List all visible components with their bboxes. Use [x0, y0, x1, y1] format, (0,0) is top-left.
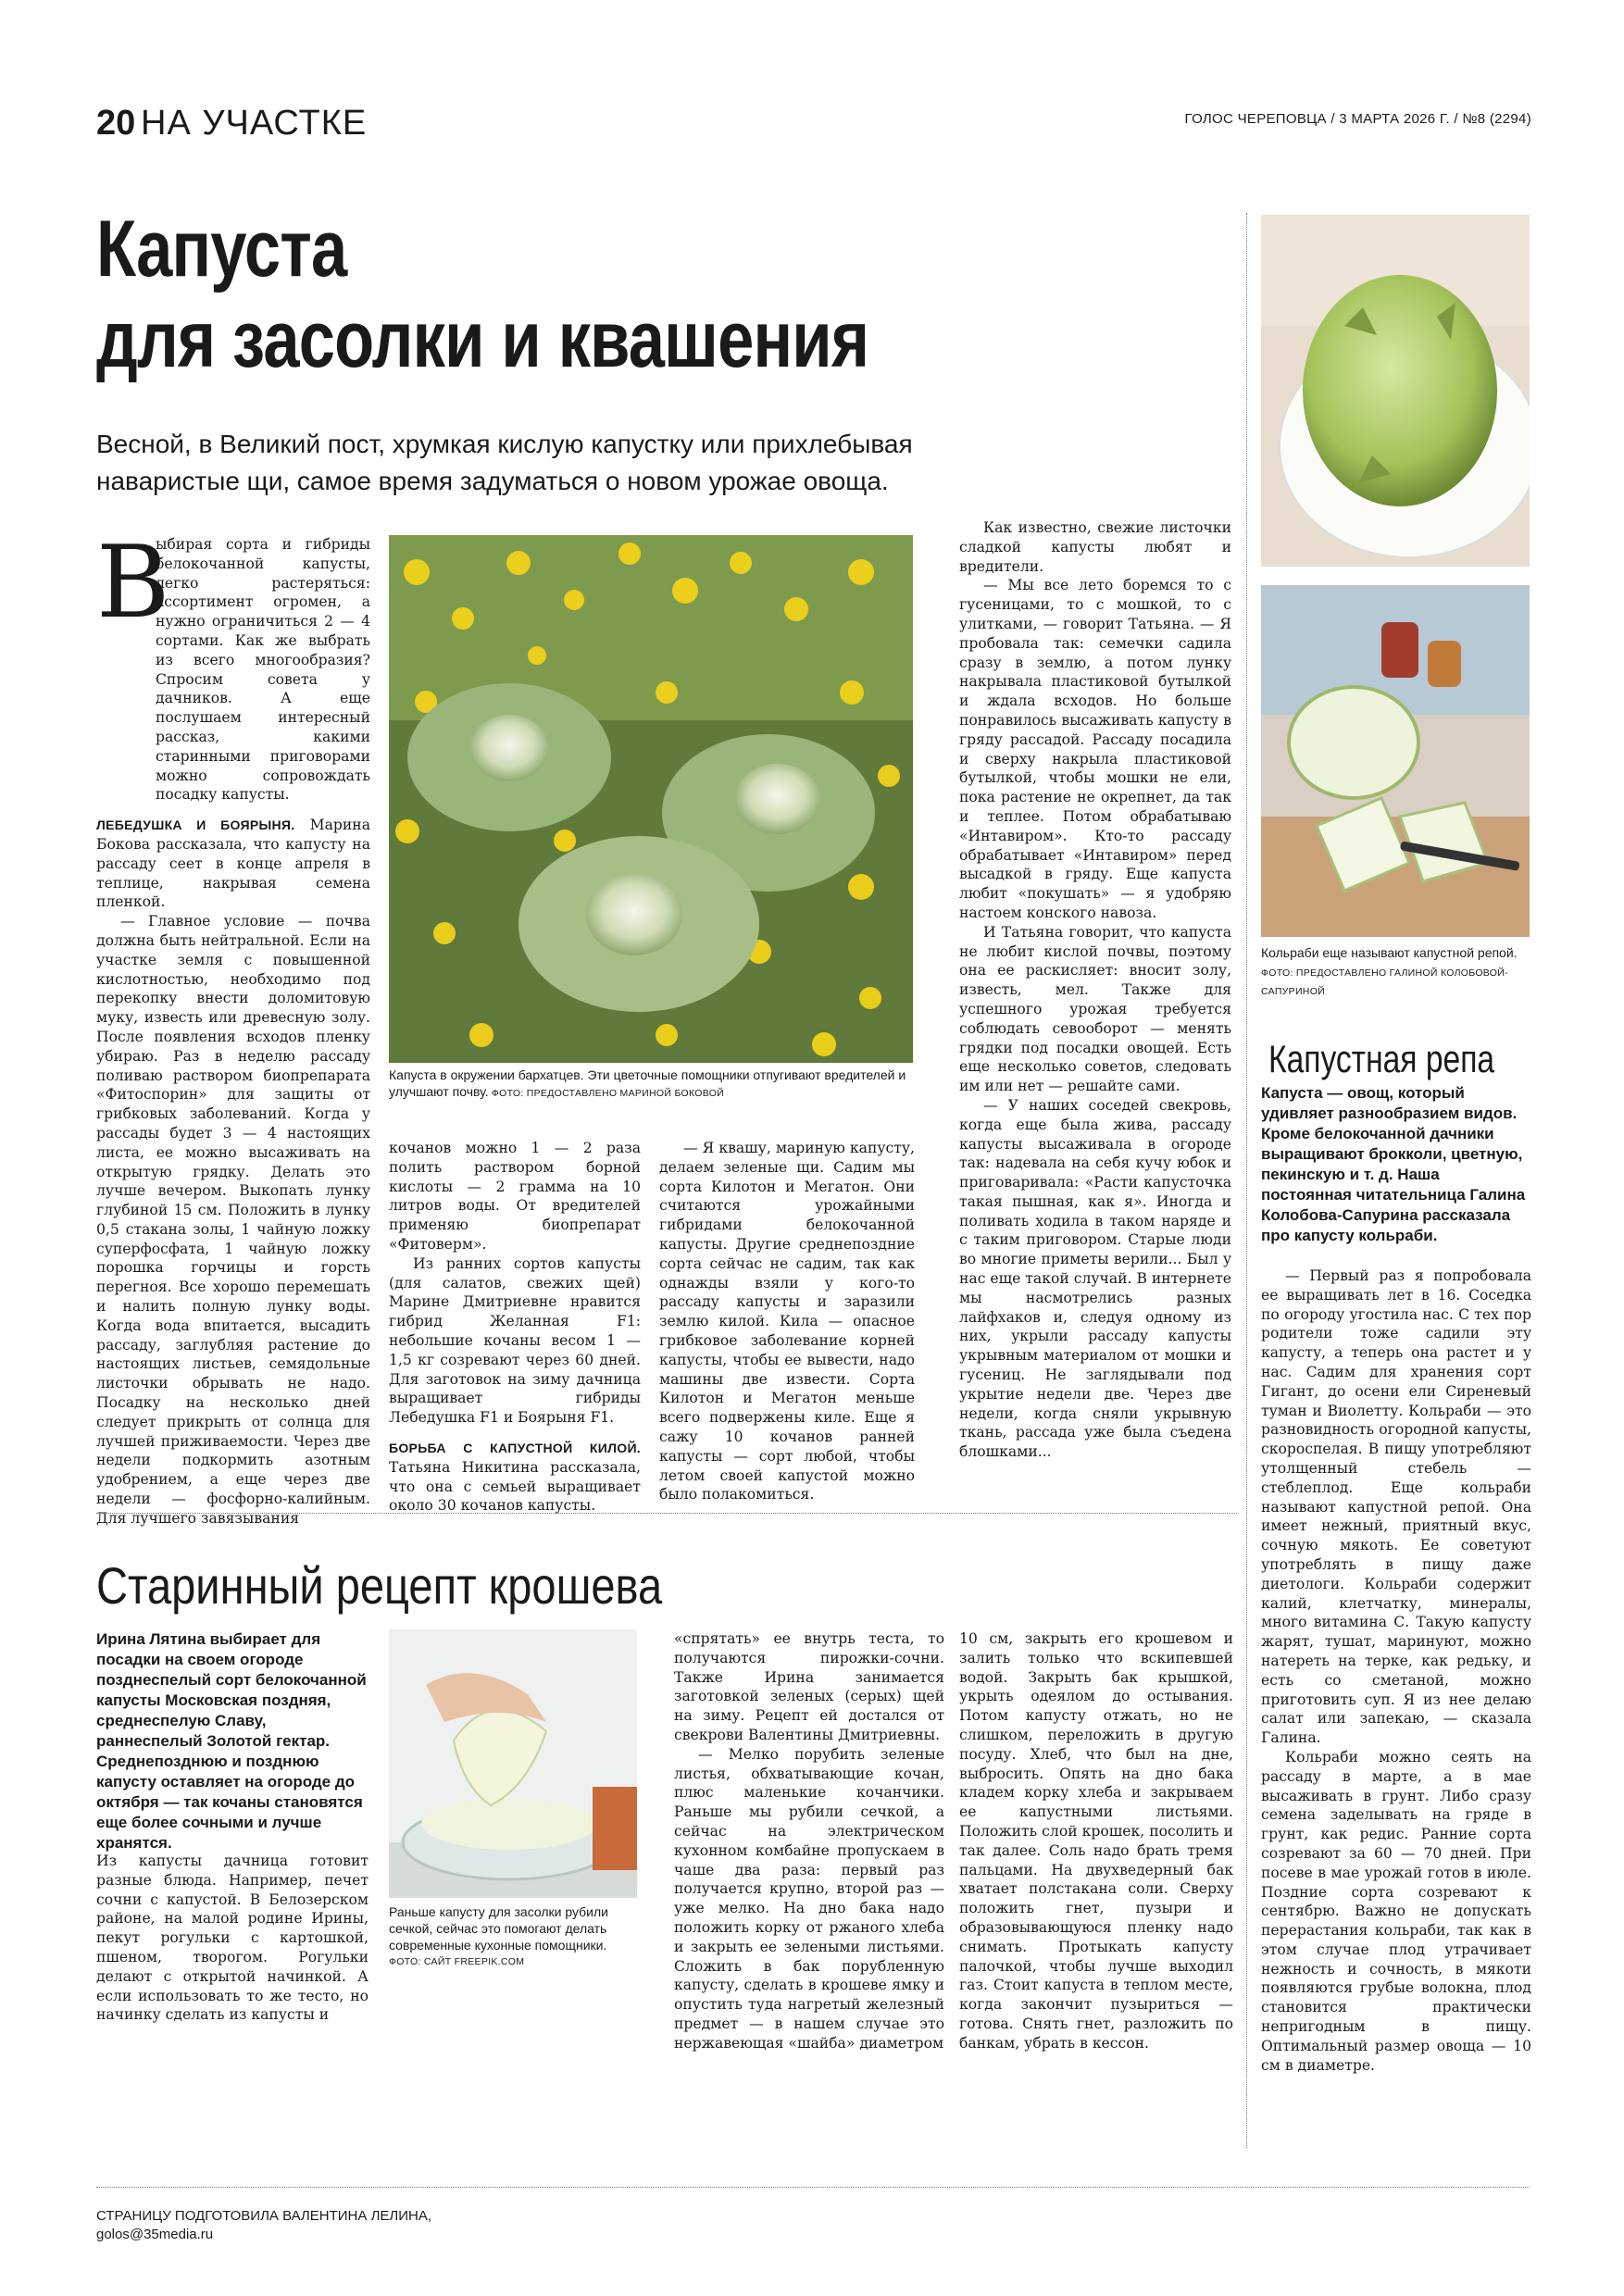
headline-line: для засолки и квашения: [96, 295, 869, 384]
paragraph: И Татьяна говорит, что капуста не любит кислой почвы, поэтому она ее раскисляет: вносит золу, известь, мел. Также для успешного урожая требуется соблюдать севооборот — менять грядки под посадки овощей. Есть еще несколько советов, следовать им или нет — решайте сами.: [959, 923, 1231, 1095]
paragraph: Кольраби можно сеять на рассаду в марте, а в мае высаживать в грунт. Либо сразу семена заделывать на гряде в грунт, как редис. Ранние сорта созревают за 60 — 70 дней. При посеве в мае урожай готов в июле. Поздние сорта созревают к сентябрю. Важно не допускать перерастания кольраби, так как в этом случае плод утрачивает нежность и сочность, в мякоти появляются грубые волокна, плод становится практически непригодным в пищу. Оптимальный размер овоща — 10 см в диаметре.: [1261, 1748, 1531, 2074]
paragraph: Как известно, свежие листочки сладкой капусты любят и вредители.: [959, 519, 1231, 575]
headline: [96, 204, 1007, 385]
photo-cabbage-marigolds: [389, 535, 913, 1063]
paragraph: 10 см, закрыть его крошевом и залить только что вскипевшей водой. Закрыть бак крышкой, укрыть одеялом до остывания. Потом капусту отжать, но не слишком, переложить в другую посуду. Хлеб, что был на дне, выбросить. Опять на дно бака кладем корку хлеба и закрываем ее капустными листьями. Положить слой крошек, посолить и так далее. Соль надо брать тремя пальцами. На двухведерный бак хватает полстакана соли. Сверху положить гнет, пузыри и образовывающуюся пленку надо снимать. Протыкать капусту палочкой, чтобы лучше выходил газ. Стоит капуста в теплом месте, когда закончит пузыриться — готова. Снять гнет, разложить по банкам, убрать в кессон.: [959, 1630, 1233, 2052]
sidebar-lead: Капуста — овощ, который удивляет разнообразием видов. Кроме белокочанной дачники выращивают брокколи, цветную, пекинскую и т. д. Наша постоянная читательница Галина Колобова-Сапурина рассказала про капусту кольраби.: [1261, 1084, 1526, 1244]
paragraph: кочанов можно 1 — 2 раза полить раствором борной кислоты — 2 грамма на 10 литров воды. От вредителей применяю биопрепарат «Фитоверм».: [389, 1140, 641, 1253]
paragraph: — Главное условие — почва должна быть нейтральной. Если на участке земля с повышенной кислотностью, необходимо под перекопку внести доломитовую муку, известь или древесную золу. После появления всходов пленку убираю. Раз в неделю рассаду поливаю раствором биопрепарата «Фитоспорин» для защиты от грибковых заболеваний. Когда у рассады будет 3 — 4 настоящих листа, ее можно высаживать на открытую грядку. Делать это лучше вечером. Выкопать лунку глубиной 15 см. Положить в лунку 0,5 стакана золы, 1 чайную ложку суперфосфата, 1 чайную ложку порошка горчицы и горсть перегноя. Все хорошо перемешать и налить полную лунку воды. Когда вода впитается, высадить рассаду, заглубляя растение до настоящих листьев, семядольные листочки обрывать не надо. Посадку на несколько дней следует прикрыть от солнца для лучшей приживаемости. Через две недели подкормить азотным удобрением, а еще через две недели — фосфорно-калийным. Для лучшего завязывания: [96, 913, 370, 1527]
caption-text: Капуста в окружении бархатцев. Эти цветочные помощники отпугивают вредителей и улучшают почву.: [389, 1067, 906, 1099]
caption-text: Раньше капусту для засолки рубили сечкой, сейчас это помогают делать современные кухонные помощники.: [389, 1904, 608, 1953]
rubric-paragraph: [96, 816, 370, 912]
paragraph: — Первый раз я попробовала ее выращивать лет в 16. Соседка по огороду угостила нас. С тех пор родители тоже садили эту капусту, а теперь она растет и у нас. Садим для хранения сорт Гигант, до осени ели Сиреневый туман и Виолетту. Кольраби — это разновидность огородной капусты, скороспелая. В пищу употребляют утолщенный стебель — стеблеплод. Еще кольраби называют капустной репой. Она имеет нежный, приятный вкус, сочную мякоть. Ее советуют употреблять в пищу даже диетологи. Кольраби содержит калий, клетчатку, минералы, много витамина С. Такую капусту жарят, тушат, маринуют, можно натереть на терке, как редьку, и есть со сметаной, можно приготовить суп. Я из нее делаю салат или запекаю, — сказала Галина.: [1261, 1267, 1531, 1747]
footer-credit: СТРАНИЦУ ПОДГОТОВИЛА ВАЛЕНТИНА ЛЕЛИНА,: [96, 2208, 432, 2224]
recipe-column-4: [959, 1629, 1233, 2053]
paragraph: — Я квашу, мариную капусту, делаем зеленые щи. Садим мы сорта Килотон и Мегатон. Они считаются урожайными гибридами белокочанной капусты. Другие среднепоздние сорта сейчас не садим, так как однажды взяли у кого-то рассаду капусты и заразили землю килой. Кила — опасное грибковое заболевание корней капусты, чтобы ее вывести, надо машины две извести. Сорта Килотон и Мегатон меньше всего подвержены киле. Еще я сажу 10 кочанов ранней капусты — сорт любой, чтобы летом своей капустой можно было полакомиться.: [659, 1140, 915, 1504]
article-column-3: [659, 1139, 915, 1504]
cabbage-marigolds-image: [389, 535, 913, 1063]
rubric: БОРЬБА С КАПУСТНОЙ КИЛОЙ.: [389, 1440, 641, 1455]
sidebar-text: [1261, 1267, 1531, 2075]
headline-line: Капуста: [96, 205, 347, 293]
photo-kohlrabi-plate: [1261, 215, 1530, 567]
recipe-lead: Ирина Лятина выбирает для посадки на своем огороде позднеспелый сорт белокочанной капусты Московская поздняя, среднеспелую Славу, раннеспелый Золотой гектар. Среднепозднюю и позднюю капусту оставляет на огороде до октября — так кочаны становятся еще более сочными и лучше хранятся.: [96, 1630, 367, 1852]
dropcap: В: [96, 525, 170, 641]
recipe-column-3: [674, 1629, 944, 2053]
rubric-paragraph: [389, 1439, 641, 1516]
sidebar-title: Капустная репа: [1268, 1037, 1495, 1080]
photo-credit: ФОТО: САЙТ FREEPIK.COM: [389, 1956, 525, 1967]
photo-credit: ФОТО: ПРЕДОСТАВЛЕНО МАРИНОЙ БОКОВОЙ: [488, 1088, 725, 1099]
article-column-2: [389, 1139, 641, 1516]
footer: [96, 2207, 431, 2244]
lead-line: наваристые щи, самое время задуматься о новом урожае овоща.: [96, 467, 889, 495]
section-divider: [96, 1513, 1237, 1514]
recipe-title: Старинный рецепт крошева: [96, 1556, 663, 1615]
footer-divider: [96, 2187, 1530, 2188]
page-number: 20: [96, 104, 136, 143]
caption-text: Кольраби еще называют капустной репой.: [1261, 945, 1518, 960]
rubric: ЛЕБЕДУШКА И БОЯРЫНЯ.: [96, 817, 295, 833]
article-column-4: [959, 518, 1231, 1462]
kohlrabi-cut-image: [1261, 585, 1530, 937]
photo-credit: ФОТО: ПРЕДОСТАВЛЕНО ГАЛИНОЙ КОЛОБОВОЙ-САПУРИНОЙ: [1261, 967, 1508, 997]
photo-chopped-cabbage: [389, 1629, 637, 1898]
recipe-column-1: [96, 1852, 369, 2025]
lead-line: Весной, в Великий пост, хрумкая кислую капустку или прихлебывая: [96, 430, 913, 458]
paragraph: — Мы все лето боремся то с гусеницами, то с мошкой, то с улитками, — говорит Татьяна. — Я пробовала так: семечки садила сразу в землю, а потом лунку накрывала пластиковой бутылкой и ждала всходов. Но больше понравилось высаживать капусту в гряду рассадой. Рассаду посадила и сверху накрыла пластиковой бутылкой, чтобы мошки не ели, пока растение не окрепнет, да так и теплее. Потом обрабатываю «Интавиром». Кто-то рассаду обрабатывает «Интавиром» перед высадкой в гряду. Еще капуста любит «покушать» — я удобряю настоем конского навоза.: [959, 577, 1231, 921]
recipe-photo-caption: [389, 1903, 639, 1970]
sidebar-divider: [1246, 213, 1247, 2148]
paragraph: «спрятать» ее внутрь теста, то получаются пирожки-сочни. Также Ирина занимается заготовкой зеленых (серых) щей на зиму. Рецепт ей достался от свекрови Валентины Дмитриевны.: [674, 1630, 944, 1743]
paragraph: Из ранних сортов капусты (для салатов, свежих щей) Марине Дмитриевне нравится гибрид Желанная F1: небольшие кочаны весом 1 — 1,5 кг созревают через 60 дней. Для заготовок на зиму дачница выращивает гибриды Лебедушка F1 и Боярыня F1.: [389, 1254, 641, 1427]
paragraph: — У наших соседей свекровь, когда еще была жива, рассаду капусты высаживала в огороде так: надевала на себя кучу юбок и приговаривала: «Расти капусточка такая пышная, как я». Иногда и поливать ходила в таком наряде и с таким приговором. Старые люди во многие приметы верили... Был у нас еще такой случай. В интернете мы насмотрелись разных лайфхаков и, следуя одному из них, укрыли рассаду капусты укрывным материалом от мошки и гусениц. Не заглядывали под укрытие недели две. Через две недели, когда сняли укрывную ткань, рассада уже была съедена блошками...: [959, 1096, 1231, 1461]
footer-email: golos@35media.ru: [96, 2227, 214, 2242]
article-column-1: [96, 525, 370, 1529]
paragraph: Из капусты дачница готовит разные блюда. Например, печет сочни с капустой. В Белозерском районе, на малой родине Ирины, пекут рогульки с картошкой, пшеном, творогом. Рогульки делают с открытой начинкой. А если использовать то же тесто, но начинку сделать из капусты и: [96, 1853, 369, 2024]
kohlrabi-plate-image: [1261, 215, 1530, 567]
sidebar-photo-caption: [1261, 944, 1530, 1000]
masthead: ГОЛОС ЧЕРЕПОВЦА / 3 МАРТА 2026 Г. / №8 (2294): [1184, 111, 1531, 127]
photo1-caption: [389, 1067, 913, 1102]
rubric-text: Марина Бокова рассказала, что капусту на рассаду сеет в конце апреля в теплице, накрывая семена пленкой.: [96, 817, 370, 911]
intro-text: ыбирая сорта и гибриды белокочанной капусты, легко растеряться: ассортимент огромен, а нужно ограничиться 2 — 4 сортами. Как же выбрать из всего многообразия? Спросим совета у дачников. А еще послушаем интересный рассказ, какими старинными приговорами можно сопровождать посадку капусты.: [156, 536, 370, 804]
rubric-text: Татьяна Никитина рассказала, что она с семьей выращивает около 30 кочанов капусты.: [389, 1458, 641, 1515]
photo-kohlrabi-cut: [1261, 585, 1530, 937]
paragraph: — Мелко порубить зеленые листья, обхватывающие кочан, плюс маленькие кочанчики. Раньше мы рубили сечкой, а сейчас на электрическом кухонном комбайне пропускаем в чаше два раза: первый раз получается крупно, второй раз — уже мелко. На дно бака надо положить корку от ржаного хлеба и закрыть ее зелеными листьями. Сложить в бак порубленную капусту, сделать в крошеве ямку и опустить туда нагретый железный предмет — в нашем случае это нержавеющая «шайба» диаметром: [674, 1745, 944, 2052]
chopped-cabbage-image: [389, 1629, 637, 1898]
lead-paragraph: [96, 426, 1207, 500]
section-title: НА УЧАСТКЕ: [141, 104, 368, 143]
